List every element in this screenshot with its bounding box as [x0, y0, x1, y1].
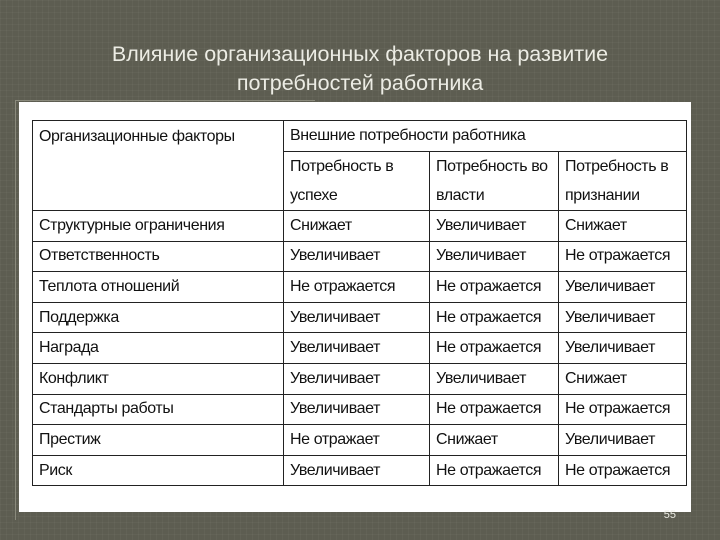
table-cell: Не отражается [430, 302, 559, 333]
table-row [33, 394, 687, 425]
table-cell: Увеличивает [559, 425, 687, 456]
table-cell: Увеличивает [284, 333, 430, 364]
slide-title [40, 40, 680, 98]
column-header-power: Потребность во власти [430, 152, 559, 211]
table-cell: Не отражается [430, 272, 559, 303]
table-cell: Снижает [559, 211, 687, 242]
table-cell: Увеличивает [559, 333, 687, 364]
decorative-horizontal-line [15, 100, 315, 101]
table-cell: Увеличивает [284, 363, 430, 394]
table-cell: Снижает [430, 425, 559, 456]
factor-cell: Ответственность [33, 241, 284, 272]
factor-cell: Стандарты работы [33, 394, 284, 425]
factors-table [32, 120, 687, 486]
table-cell: Увеличивает [430, 363, 559, 394]
table-row [33, 272, 687, 303]
table-cell: Увеличивает [284, 394, 430, 425]
header-row [33, 121, 687, 152]
table-cell: Увеличивает [430, 241, 559, 272]
factor-cell: Престиж [33, 425, 284, 456]
column-header-success: Потребность в успехе [284, 152, 430, 211]
table-cell: Не отражается [430, 394, 559, 425]
factor-cell: Теплота отношений [33, 272, 284, 303]
table-cell: Увеличивает [284, 455, 430, 486]
table-cell: Не отражается [430, 333, 559, 364]
factor-column-header: Организационные факторы [33, 121, 284, 211]
table-cell: Снижает [559, 363, 687, 394]
factor-cell: Конфликт [33, 363, 284, 394]
table-row [33, 363, 687, 394]
table-cell: Увеличивает [559, 302, 687, 333]
factor-cell: Структурные ограничения [33, 211, 284, 242]
table-cell: Снижает [284, 211, 430, 242]
table-row [33, 302, 687, 333]
column-header-recognition: Потребность в признании [559, 152, 687, 211]
table-panel [19, 102, 691, 512]
decorative-vertical-line [15, 100, 16, 520]
slide-title-line-2: потребностей работника [236, 71, 484, 96]
table-cell: Не отражается [430, 455, 559, 486]
table-cell: Не отражается [559, 394, 687, 425]
table-row [33, 211, 687, 242]
slide-title-line-1: Влияние организационных факторов на развитие [111, 42, 609, 67]
page-number: 55 [663, 509, 676, 521]
factor-cell: Поддержка [33, 302, 284, 333]
table-row [33, 333, 687, 364]
table-cell: Не отражает [284, 425, 430, 456]
table-cell: Увеличивает [430, 211, 559, 242]
table-row [33, 241, 687, 272]
table-cell: Увеличивает [284, 241, 430, 272]
factor-cell: Риск [33, 455, 284, 486]
factor-cell: Награда [33, 333, 284, 364]
table-cell: Увеличивает [559, 272, 687, 303]
group-header: Внешние потребности работника [284, 121, 687, 152]
table-cell: Не отражается [559, 455, 687, 486]
table-cell: Увеличивает [284, 302, 430, 333]
table-cell: Не отражается [284, 272, 430, 303]
table-row [33, 425, 687, 456]
table-cell: Не отражается [559, 241, 687, 272]
table-row [33, 455, 687, 486]
